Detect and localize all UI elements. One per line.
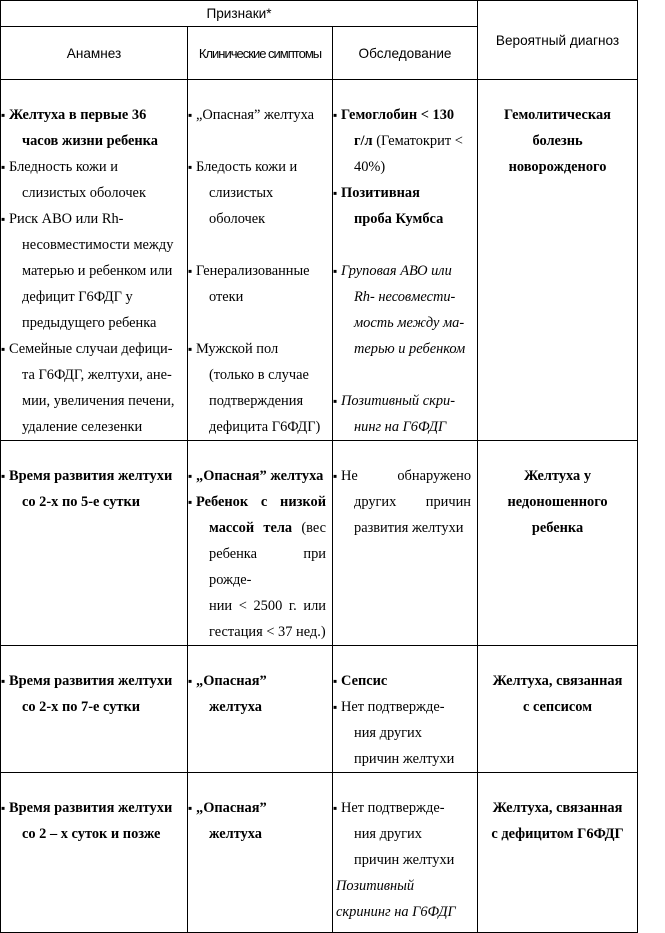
- row2-clinical: [188, 441, 333, 646]
- list-item: ▪ „Опасная” желтуха: [191, 795, 332, 847]
- row1-clinical: [188, 80, 333, 441]
- list-item: ▪ Время развития желтухи со 2-х по 5-е сутки: [4, 463, 187, 515]
- list-item: ▪ Гемоглобин < 130 г/л (Гематокрит < 40%): [336, 102, 477, 180]
- list-item: ▪ „Опасная” желтуха: [191, 668, 332, 720]
- table-row: [1, 646, 638, 773]
- list-item: ▪ Сепсис: [336, 668, 477, 694]
- row1-anamnesis: [1, 80, 188, 441]
- row3-diagnosis: Желтуха, связанная с сепсисом: [478, 646, 638, 773]
- list-item: ▪ Нет подтвержде- ния других причин желтухи: [336, 795, 477, 873]
- table-row: [1, 441, 638, 646]
- header-exam: Обследование: [333, 27, 478, 80]
- list-item: Позитивный скрининг на Г6ФДГ: [336, 878, 456, 920]
- list-item: ▪ Время развития желтухи со 2 – х суток и позже: [4, 795, 187, 847]
- header-diagnosis: Вероятный диагноз: [478, 1, 638, 80]
- list-item: ▪ Мужской пол (только в случае подтверждения дефицита Г6ФДГ): [191, 336, 332, 440]
- row2-anamnesis: [1, 441, 188, 646]
- list-item: ▪ Бледость кожи и слизистых оболочек: [191, 154, 332, 232]
- row2-exam: [333, 441, 478, 646]
- list-item: ▪ Риск АВО или Rh- несовместимости между матерью и ребенком или дефицит Г6ФДГ у предыдущего ребенка: [4, 206, 187, 336]
- row1-exam: [333, 80, 478, 441]
- header-signs: Признаки*: [1, 1, 478, 27]
- header-anamnesis: Анамнез: [1, 27, 188, 80]
- list-item: ▪ Желтуха в первые 36 часов жизни ребенка: [4, 102, 187, 154]
- list-item: ▪ Не обнаружено других причин развития желтухи: [336, 463, 471, 541]
- row1-diagnosis: Гемолитическая болезнь новорожденого: [478, 80, 638, 441]
- list-item: ▪ Ребенок с низкой массой тела (вес ребенка при рожде- нии < 2500 г. или гестация < 37 нед.): [191, 489, 326, 645]
- list-item: ▪ Нет подтвержде- ния других причин желтухи: [336, 694, 477, 772]
- list-item: ▪ Груповая АВО или Rh- несовмести- мость между ма- терью и ребенком: [336, 258, 477, 362]
- list-item: ▪ Бледность кожи и слизистых оболочек: [4, 154, 187, 206]
- list-item: ▪ Семейные случаи дефици- та Г6ФДГ, желтухи, ане- мии, увеличения печени, удаление селезенки: [4, 336, 187, 440]
- row3-anamnesis: [1, 646, 188, 773]
- row3-exam: [333, 646, 478, 773]
- header-clinical: Клинические симптомы: [188, 27, 333, 80]
- list-item: ▪ „Опасная” желтуха: [191, 102, 332, 128]
- list-item: ▪ Генерализованные отеки: [191, 258, 332, 310]
- row3-clinical: [188, 646, 333, 773]
- list-item: ▪ Время развития желтухи со 2-х по 7-е сутки: [4, 668, 187, 720]
- row2-diagnosis: Желтуха у недоношенного ребенка: [478, 441, 638, 646]
- table-row: [1, 80, 638, 441]
- list-item: ▪ Позитивная проба Кумбса: [336, 180, 477, 232]
- list-item: ▪ Позитивный скри- нинг на Г6ФДГ: [336, 388, 477, 440]
- list-item: ▪ „Опасная” желтуха: [191, 463, 326, 489]
- row4-diagnosis: Желтуха, связанная с дефицитом Г6ФДГ: [478, 773, 638, 933]
